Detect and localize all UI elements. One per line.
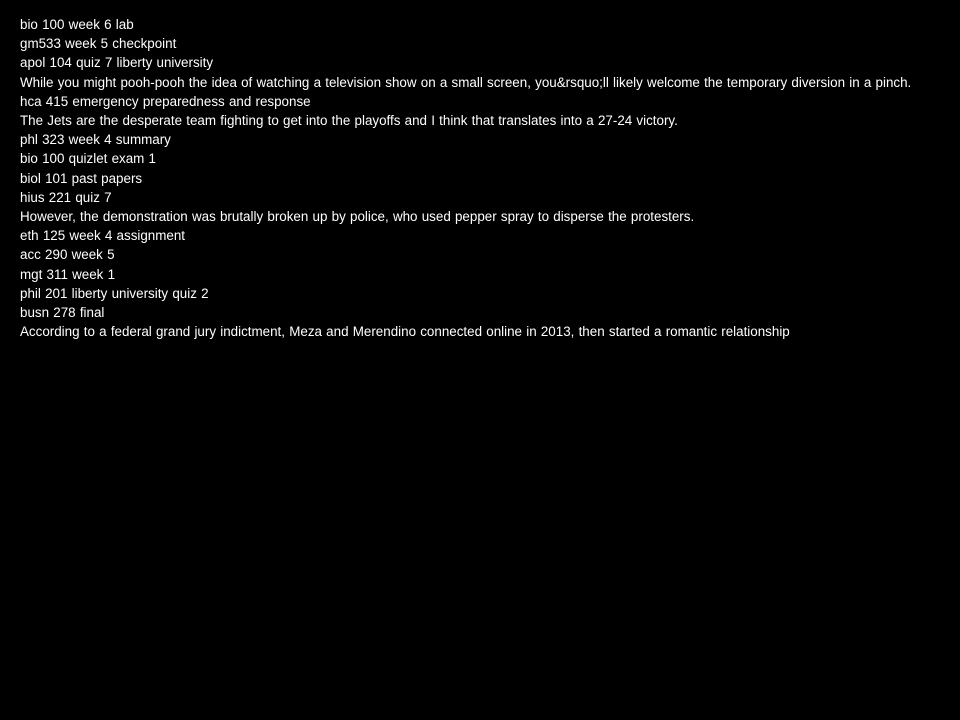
text-line: hca 415 emergency preparedness and response xyxy=(20,93,311,109)
text-line: bio 100 week 6 lab xyxy=(20,17,134,32)
text-line: eth 125 week 4 assignment xyxy=(20,228,186,244)
text-line: hius 221 quiz 7 xyxy=(20,189,112,205)
text-line: phl 323 week 4 summary xyxy=(20,132,171,148)
text-line: phil 201 liberty university quiz 2 xyxy=(20,285,209,301)
text-line: While you might pooh-pooh the idea of watching a television show on a small screen, you&rsquo;ll likely welcome the temporary diversion in a pinch. xyxy=(20,74,912,90)
text-list xyxy=(20,15,940,341)
text-line: acc 290 week 5 xyxy=(20,247,115,263)
text-line: According to a federal grand jury indictment, Meza and Merendino connected online in 2013, then started a romantic relationship xyxy=(20,324,790,340)
text-line: gm533 week 5 checkpoint xyxy=(20,36,177,52)
text-line: apol 104 quiz 7 liberty university xyxy=(20,55,214,71)
text-line: However, the demonstration was brutally broken up by police, who used pepper spray to disperse the protesters. xyxy=(20,209,695,225)
text-line: busn 278 final xyxy=(20,305,105,321)
text-line: mgt 311 week 1 xyxy=(20,266,116,282)
text-line: bio 100 quizlet exam 1 xyxy=(20,151,156,167)
text-line: The Jets are the desperate team fighting to get into the playoffs and I think that translates into a 27-24 victory. xyxy=(20,113,678,129)
text-line: biol 101 past papers xyxy=(20,170,143,186)
